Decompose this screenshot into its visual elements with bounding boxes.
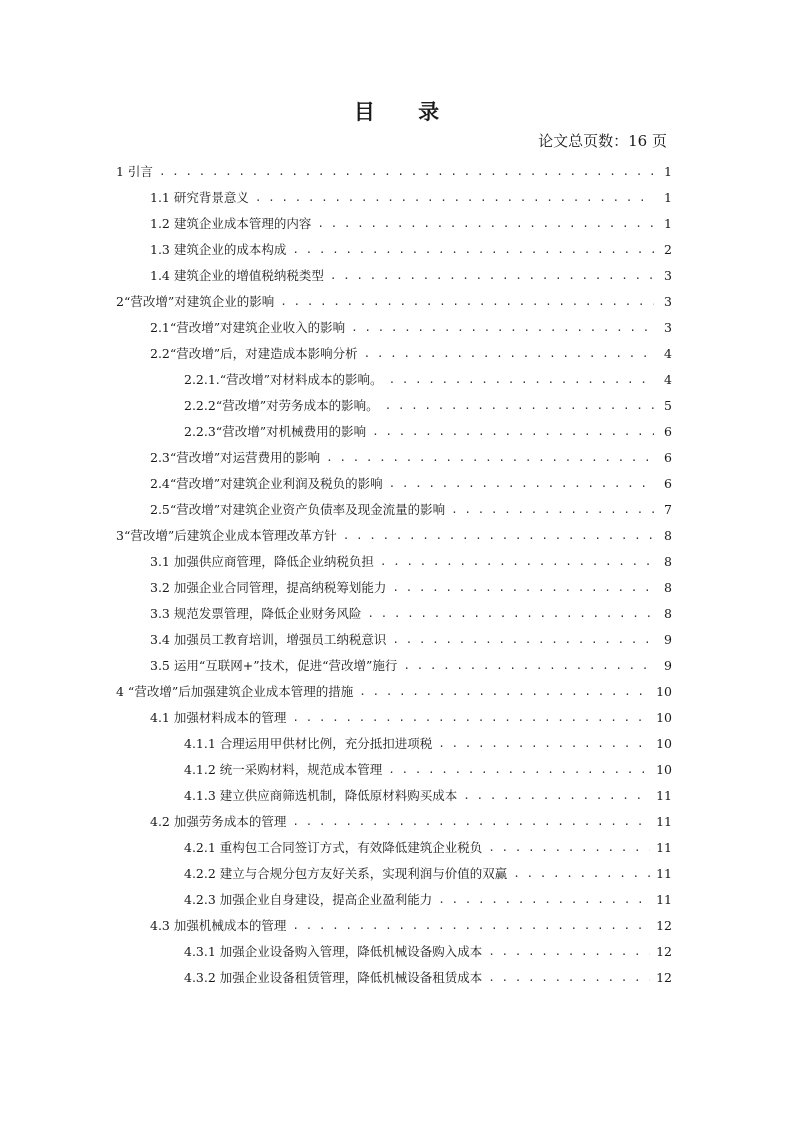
- toc-entry-label: 4.1.1 合理运用甲供材比例，充分抵扣进项税: [184, 736, 433, 751]
- toc-entry-page-number: 4: [664, 345, 672, 361]
- toc-leader-dots: [292, 244, 654, 255]
- toc-entry-label: 4.2.2 建立与合规分包方友好关系，实现利润与价值的双赢: [184, 866, 508, 881]
- toc-entry: [150, 210, 672, 236]
- toc-leader-dots: [488, 972, 650, 983]
- toc-entry: [184, 886, 672, 912]
- toc-entry-page-number: 12: [656, 943, 672, 959]
- toc-leader-dots: [403, 660, 654, 671]
- toc-leader-dots: [292, 712, 650, 723]
- toc-entry-label: 2.1“营改增”对建筑企业收入的影响: [150, 320, 346, 335]
- toc-leader-dots: [159, 166, 654, 177]
- toc-leader-dots: [292, 816, 650, 827]
- toc-entry: [150, 626, 672, 652]
- toc-entry: [150, 262, 672, 288]
- toc-entry: [150, 912, 672, 938]
- toc-entry-label: 1.1 研究背景意义: [150, 190, 249, 205]
- toc-entry-page-number: 9: [664, 631, 672, 647]
- toc-entry-page-number: 1: [664, 189, 672, 205]
- toc-entry-label: 4.1.2 统一采购材料，规范成本管理: [184, 762, 383, 777]
- toc-entry-label: 4.1 加强材料成本的管理: [150, 710, 287, 725]
- toc-entry-label: 3.3 规范发票管理，降低企业财务风险: [150, 606, 362, 621]
- toc-entry: [150, 340, 672, 366]
- toc-entry: [184, 756, 672, 782]
- toc-leader-dots: [389, 478, 654, 489]
- toc-entry-page-number: 11: [656, 891, 672, 907]
- toc-entry-page-number: 12: [656, 969, 672, 985]
- toc-entry-label: 2.2.2“营改增”对劳务成本的影响。: [184, 398, 379, 413]
- toc-entry: [184, 418, 672, 444]
- toc-entry: [184, 834, 672, 860]
- toc-entry-label: 1.3 建筑企业的成本构成: [150, 242, 287, 257]
- page-count: 论文总页数：16 页: [538, 132, 667, 150]
- toc-entry: [150, 496, 672, 522]
- toc-leader-dots: [513, 868, 650, 879]
- toc-entry-label: 2.2“营改增”后，对建造成本影响分析: [150, 346, 358, 361]
- toc-entry-page-number: 1: [664, 163, 672, 179]
- toc-leader-dots: [317, 218, 654, 229]
- toc-leader-dots: [364, 348, 654, 359]
- toc-entry-page-number: 6: [664, 449, 672, 465]
- toc-entry: [150, 704, 672, 730]
- toc-entry-page-number: 8: [664, 553, 672, 569]
- toc-entry: [116, 158, 672, 184]
- toc-entry-page-number: 3: [664, 293, 672, 309]
- page-title: 目 录: [353, 99, 458, 124]
- toc-entry-label: 4.2.3 加强企业自身建设，提高企业盈利能力: [184, 892, 433, 907]
- toc-leader-dots: [359, 686, 650, 697]
- toc-entry-page-number: 7: [664, 501, 672, 517]
- toc-leader-dots: [343, 530, 654, 541]
- toc-leader-dots: [292, 920, 650, 931]
- toc-entry-page-number: 8: [664, 605, 672, 621]
- toc-entry-page-number: 1: [664, 215, 672, 231]
- toc-entry-label: 4.3.1 加强企业设备购入管理，降低机械设备购入成本: [184, 944, 483, 959]
- toc-leader-dots: [280, 296, 654, 307]
- toc-entry-label: 2.3“营改增”对运营费用的影响: [150, 450, 321, 465]
- toc-entry-page-number: 11: [656, 787, 672, 803]
- toc-entry-page-number: 2: [664, 241, 672, 257]
- toc-leader-dots: [438, 738, 650, 749]
- toc-entry-page-number: 3: [664, 319, 672, 335]
- toc-leader-dots: [488, 946, 650, 957]
- toc-leader-dots: [380, 556, 654, 567]
- toc-entry: [150, 184, 672, 210]
- toc-entry-label: 4.2.1 重构包工合同签订方式，有效降低建筑企业税负: [184, 840, 483, 855]
- toc-entry: [150, 470, 672, 496]
- toc-entry-label: 2“营改增”对建筑企业的影响: [116, 294, 275, 309]
- toc-entry-page-number: 11: [656, 813, 672, 829]
- toc-entry: [150, 574, 672, 600]
- toc-leader-dots: [392, 582, 654, 593]
- toc-entry-label: 3.4 加强员工教育培训，增强员工纳税意识: [150, 632, 387, 647]
- toc-entry-label: 3“营改增”后建筑企业成本管理改革方针: [116, 528, 337, 543]
- toc-entry-page-number: 8: [664, 579, 672, 595]
- toc-entry-page-number: 9: [664, 657, 672, 673]
- toc-entry-page-number: 12: [656, 917, 672, 933]
- toc-leader-dots: [367, 608, 654, 619]
- toc-entry-label: 4.3 加强机械成本的管理: [150, 918, 287, 933]
- toc-entry-page-number: 3: [664, 267, 672, 283]
- toc-entry-label: 2.5“营改增”对建筑企业资产负债率及现金流量的影响: [150, 502, 446, 517]
- toc-entry-page-number: 11: [656, 865, 672, 881]
- toc-leader-dots: [326, 452, 654, 463]
- toc-entry-label: 1.4 建筑企业的增值税纳税类型: [150, 268, 324, 283]
- toc-entry: [150, 236, 672, 262]
- toc-entry-label: 4 “营改增”后加强建筑企业成本管理的措施: [116, 684, 354, 699]
- toc-entry: [184, 392, 672, 418]
- toc-leader-dots: [385, 400, 654, 411]
- toc-leader-dots: [389, 374, 654, 385]
- toc-entry-label: 2.2.1.“营改增”对材料成本的影响。: [184, 372, 383, 387]
- toc-entry: [184, 938, 672, 964]
- toc-leader-dots: [463, 790, 650, 801]
- toc-leader-dots: [388, 764, 650, 775]
- toc-entry-label: 4.2 加强劳务成本的管理: [150, 814, 287, 829]
- toc-entry-label: 1.2 建筑企业成本管理的内容: [150, 216, 312, 231]
- toc-list: [0, 158, 793, 990]
- toc-entry-page-number: 10: [656, 709, 672, 725]
- toc-entry: [116, 288, 672, 314]
- toc-leader-dots: [392, 634, 654, 645]
- toc-entry: [116, 522, 672, 548]
- toc-leader-dots: [488, 842, 650, 853]
- toc-entry: [184, 782, 672, 808]
- toc-leader-dots: [351, 322, 654, 333]
- toc-entry: [184, 964, 672, 990]
- toc-entry: [150, 600, 672, 626]
- toc-leader-dots: [438, 894, 650, 905]
- toc-entry-label: 2.2.3“营改增”对机械费用的影响: [184, 424, 367, 439]
- toc-entry-page-number: 10: [656, 761, 672, 777]
- toc-entry: [116, 678, 672, 704]
- toc-entry-label: 3.1 加强供应商管理，降低企业纳税负担: [150, 554, 374, 569]
- toc-entry-page-number: 11: [656, 839, 672, 855]
- toc-entry-page-number: 6: [664, 423, 672, 439]
- toc-entry: [150, 808, 672, 834]
- toc-entry-page-number: 8: [664, 527, 672, 543]
- toc-entry-page-number: 4: [664, 371, 672, 387]
- toc-entry: [184, 730, 672, 756]
- toc-entry: [150, 314, 672, 340]
- toc-entry-page-number: 6: [664, 475, 672, 491]
- toc-leader-dots: [451, 504, 654, 515]
- toc-leader-dots: [330, 270, 654, 281]
- toc-entry: [184, 366, 672, 392]
- toc-entry-label: 4.1.3 建立供应商筛选机制，降低原材料购买成本: [184, 788, 458, 803]
- toc-entry: [150, 652, 672, 678]
- toc-entry-page-number: 10: [656, 683, 672, 699]
- toc-entry: [150, 548, 672, 574]
- toc-entry-label: 1 引言: [116, 164, 153, 179]
- toc-entry-page-number: 5: [664, 397, 672, 413]
- toc-entry: [184, 860, 672, 886]
- toc-entry-label: 4.3.2 加强企业设备租赁管理，降低机械设备租赁成本: [184, 970, 483, 985]
- toc-leader-dots: [372, 426, 654, 437]
- toc-entry-label: 2.4“营改增”对建筑企业利润及税负的影响: [150, 476, 383, 491]
- toc-entry-label: 3.5 运用“互联网+”技术，促进“营改增”施行: [150, 658, 398, 673]
- toc-leader-dots: [255, 192, 654, 203]
- toc-entry-page-number: 10: [656, 735, 672, 751]
- toc-entry: [150, 444, 672, 470]
- toc-entry-label: 3.2 加强企业合同管理，提高纳税筹划能力: [150, 580, 387, 595]
